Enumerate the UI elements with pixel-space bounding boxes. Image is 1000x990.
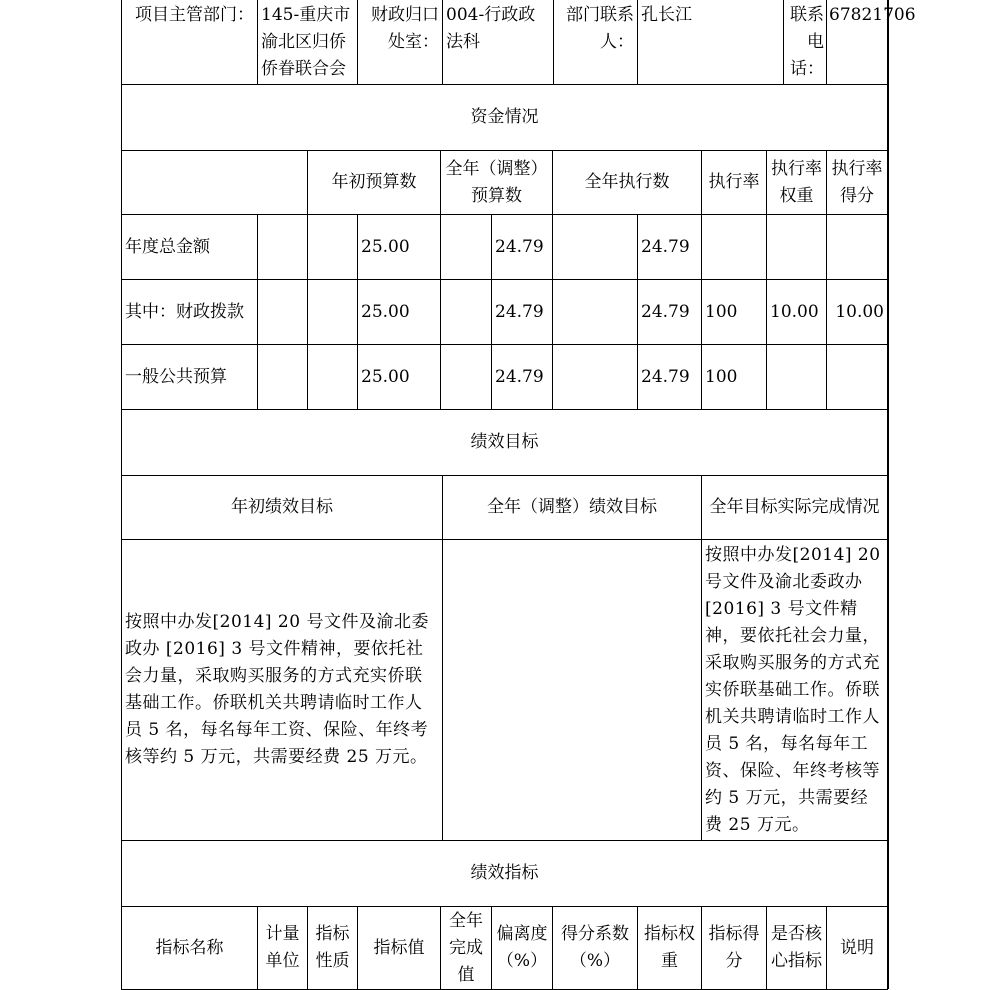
empty-cell: [552, 214, 638, 280]
funds-row-executed: 24.79: [637, 279, 702, 345]
ind-col-completed: 全年完成值: [440, 906, 492, 990]
funds-row-weight: 10.00: [766, 279, 827, 345]
empty-cell: [552, 344, 638, 410]
performance-table: [121, 0, 916, 989]
empty-cell: [257, 214, 308, 280]
empty-cell: [307, 279, 358, 345]
funds-row-executed: 24.79: [637, 344, 702, 410]
empty-cell: [440, 279, 492, 345]
funds-row-score: 10.00: [826, 279, 888, 345]
funds-row-initial: 25.00: [357, 214, 441, 280]
goals-col-actual: 全年目标实际完成情况: [701, 475, 888, 540]
empty-cell: [307, 214, 358, 280]
funds-col-initial: 年初预算数: [307, 150, 441, 215]
ind-col-name: 指标名称: [121, 906, 258, 990]
goals-col-initial: 年初绩效目标: [121, 475, 443, 540]
finance-label: 财政归口处室：: [357, 0, 443, 85]
funds-col-executed: 全年执行数: [552, 150, 702, 215]
funds-row-initial: 25.00: [357, 279, 441, 345]
funds-row-rate: 100: [701, 279, 767, 345]
phone-value: 67821706: [826, 0, 888, 85]
funds-row-weight: [766, 344, 827, 410]
funds-row-adjusted: 24.79: [491, 214, 553, 280]
indicators-section-title: 绩效指标: [121, 840, 888, 907]
goals-adjusted-text: [442, 539, 702, 841]
funds-row-rate: 100: [701, 344, 767, 410]
funds-row-label: 年度总金额: [121, 214, 258, 280]
ind-col-value: 指标值: [357, 906, 441, 990]
funds-row-score: [826, 344, 888, 410]
finance-value: 004-行政政法科: [442, 0, 554, 85]
phone-label: 联系电话：: [783, 0, 827, 85]
ind-col-core: 是否核心指标: [766, 906, 827, 990]
contact-label: 部门联系人：: [553, 0, 638, 85]
funds-col-rate: 执行率: [701, 150, 767, 215]
ind-col-weight: 指标权重: [637, 906, 702, 990]
funds-row-executed: 24.79: [637, 214, 702, 280]
empty-cell: [257, 344, 308, 410]
funds-row-weight: [766, 214, 827, 280]
funds-col-score: 执行率得分: [826, 150, 888, 215]
dept-label: 项目主管部门：: [121, 0, 258, 85]
dept-value: 145-重庆市渝北区归侨侨眷联合会: [257, 0, 358, 85]
goals-section-title: 绩效目标: [121, 409, 888, 476]
funds-col-adjusted: 全年（调整）预算数: [440, 150, 553, 215]
empty-cell: [440, 214, 492, 280]
funds-header-blank: [121, 150, 308, 215]
ind-col-coef: 得分系数（%）: [552, 906, 638, 990]
funds-row-adjusted: 24.79: [491, 344, 553, 410]
ind-col-deviation: 偏离度（%）: [491, 906, 553, 990]
ind-col-score: 指标得分: [701, 906, 767, 990]
funds-row-score: [826, 214, 888, 280]
funds-row-rate: [701, 214, 767, 280]
empty-cell: [257, 279, 308, 345]
funds-row-label: 其中：财政拨款: [121, 279, 258, 345]
ind-col-unit: 计量单位: [257, 906, 308, 990]
goals-actual-text: 按照中办发[2014] 20 号文件及渝北委政办[2016] 3 号文件精神，要依托社会力量，采取购买服务的方式充实侨联基础工作。侨联机关共聘请临时工作人员 5 名，每名每年工资、保险、年终考核等约 5 万元，共需要经费 25 万元。: [701, 539, 888, 841]
goals-col-adjusted: 全年（调整）绩效目标: [442, 475, 702, 540]
ind-col-note: 说明: [826, 906, 888, 990]
funds-row-adjusted: 24.79: [491, 279, 553, 345]
goals-initial-text: 按照中办发[2014] 20 号文件及渝北委政办 [2016] 3 号文件精神，要依托社会力量，采取购买服务的方式充实侨联基础工作。侨联机关共聘请临时工作人员 5 名，每名每年工资、保险、年终考核等约 5 万元，共需要经费 25 万元。: [121, 539, 443, 841]
empty-cell: [552, 279, 638, 345]
ind-col-nature: 指标性质: [307, 906, 358, 990]
funds-row-label: 一般公共预算: [121, 344, 258, 410]
funds-section-title: 资金情况: [121, 84, 888, 151]
empty-cell: [440, 344, 492, 410]
funds-col-weight: 执行率权重: [766, 150, 827, 215]
funds-row-initial: 25.00: [357, 344, 441, 410]
contact-value: 孔长江: [637, 0, 784, 85]
empty-cell: [307, 344, 358, 410]
